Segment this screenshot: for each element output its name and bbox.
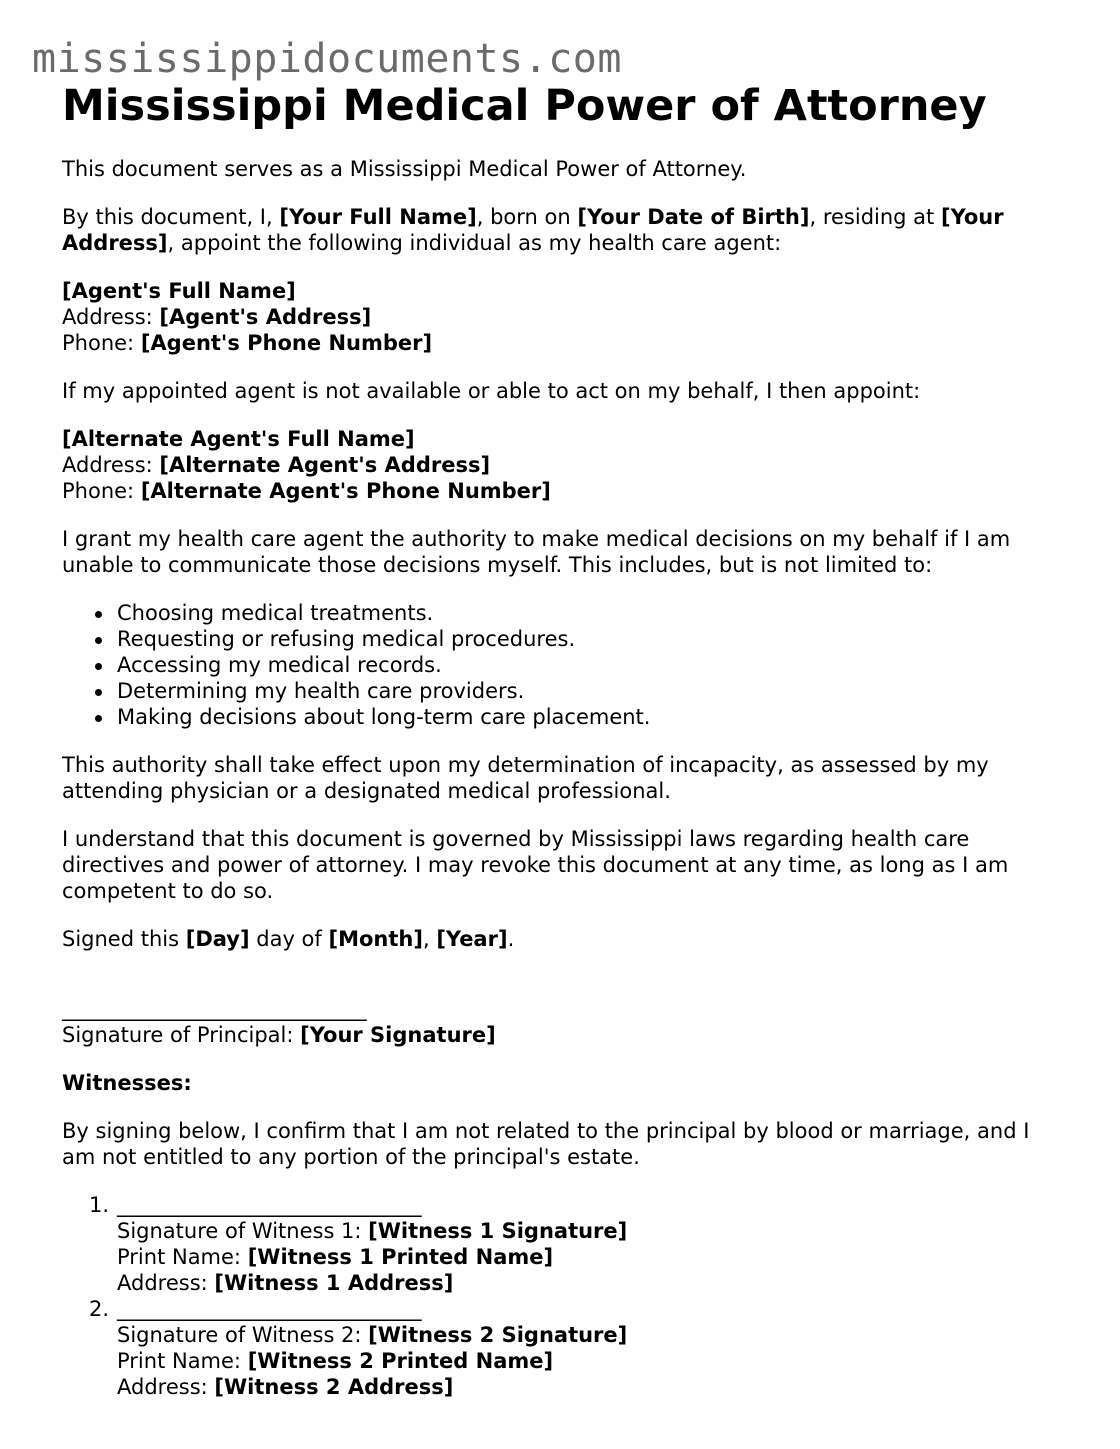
agent-address-field: [Agent's Address]	[159, 305, 372, 329]
witness-signature-field: [Witness 2 Signature]	[368, 1323, 628, 1347]
witness-list	[62, 1192, 1062, 1400]
witness-signature-line: _____________________________	[117, 1297, 422, 1321]
witness-number: 1.	[89, 1193, 110, 1217]
witness-signature-line: _____________________________	[117, 1193, 422, 1217]
alternate-intro-paragraph: If my appointed agent is not available or able to act on my behalf, I then appoint:	[62, 379, 921, 403]
witness-statement: By signing below, I confirm that I am not related to the principal by blood or marriage, and I am not entitled to any portion of the principal's estate.	[62, 1119, 1030, 1169]
witness-name-field: [Witness 1 Printed Name]	[247, 1245, 554, 1269]
witness-signature-field: [Witness 1 Signature]	[368, 1219, 628, 1243]
powers-list	[62, 600, 1062, 730]
effect-paragraph: This authority shall take effect upon my determination of incapacity, as assessed by my attending physician or a designated medical professional.	[62, 753, 989, 803]
witness-number: 2.	[89, 1297, 110, 1321]
site-watermark: mississippidocuments.com	[32, 36, 622, 82]
month-field: [Month]	[328, 927, 423, 951]
document-body	[62, 80, 1062, 1400]
alternate-name-field: [Alternate Agent's Full Name]	[62, 427, 415, 451]
principal-signature-block: _____________________________ Signature of Principal: [Your Signature]	[62, 996, 1062, 1048]
appointment-paragraph: By this document, I, [Your Full Name], born on [Your Date of Birth], residing at [Your Address], appoint the following individual as my health care agent:	[62, 205, 1004, 255]
list-item: Making decisions about long-term care placement.	[117, 704, 1062, 730]
principal-name-field: [Your Full Name]	[279, 205, 477, 229]
alternate-address-field: [Alternate Agent's Address]	[159, 453, 491, 477]
principal-signature-line: _____________________________	[62, 997, 367, 1021]
alternate-agent-block: [Alternate Agent's Full Name] Address: [Alternate Agent's Address] Phone: [Alternate Agent's Phone Number]	[62, 427, 551, 503]
list-item: Determining my health care providers.	[117, 678, 1062, 704]
list-item: Choosing medical treatments.	[117, 600, 1062, 626]
witnesses-heading: Witnesses:	[62, 1071, 192, 1095]
day-field: [Day]	[185, 927, 250, 951]
agent-block: [Agent's Full Name] Address: [Agent's Address] Phone: [Agent's Phone Number]	[62, 279, 433, 355]
list-item: Requesting or refusing medical procedures.	[117, 626, 1062, 652]
governing-law-paragraph: I understand that this document is governed by Mississippi laws regarding health care directives and power of attorney. I may revoke this document at any time, as long as I am competent to do so.	[62, 827, 1009, 903]
principal-signature-field: [Your Signature]	[300, 1023, 496, 1047]
witness-name-field: [Witness 2 Printed Name]	[247, 1349, 554, 1373]
authority-paragraph: I grant my health care agent the authority to make medical decisions on my behalf if I am unable to communicate those decisions myself. This includes, but is not limited to:	[62, 527, 1011, 577]
intro-paragraph: This document serves as a Mississippi Medical Power of Attorney.	[62, 157, 747, 181]
principal-address-field: [Your Address]	[62, 205, 1004, 255]
document-title: Mississippi Medical Power of Attorney	[62, 81, 987, 131]
year-field: [Year]	[436, 927, 508, 951]
witness-address-field: [Witness 1 Address]	[214, 1271, 454, 1295]
alternate-phone-field: [Alternate Agent's Phone Number]	[140, 479, 551, 503]
witness-entry: 2. _____________________________ Signature of Witness 2: [Witness 2 Signature] Print Name: [Witness 2 Printed Name] Address: [Witness 2 Address]	[117, 1296, 1062, 1400]
agent-name-field: [Agent's Full Name]	[62, 279, 296, 303]
agent-phone-field: [Agent's Phone Number]	[140, 331, 433, 355]
witness-address-field: [Witness 2 Address]	[214, 1375, 454, 1399]
witness-entry: 1. _____________________________ Signature of Witness 1: [Witness 1 Signature] Print Name: [Witness 1 Printed Name] Address: [Witness 1 Address]	[117, 1192, 1062, 1296]
principal-dob-field: [Your Date of Birth]	[577, 205, 810, 229]
signed-date-line: Signed this [Day] day of [Month], [Year].	[62, 927, 515, 951]
list-item: Accessing my medical records.	[117, 652, 1062, 678]
